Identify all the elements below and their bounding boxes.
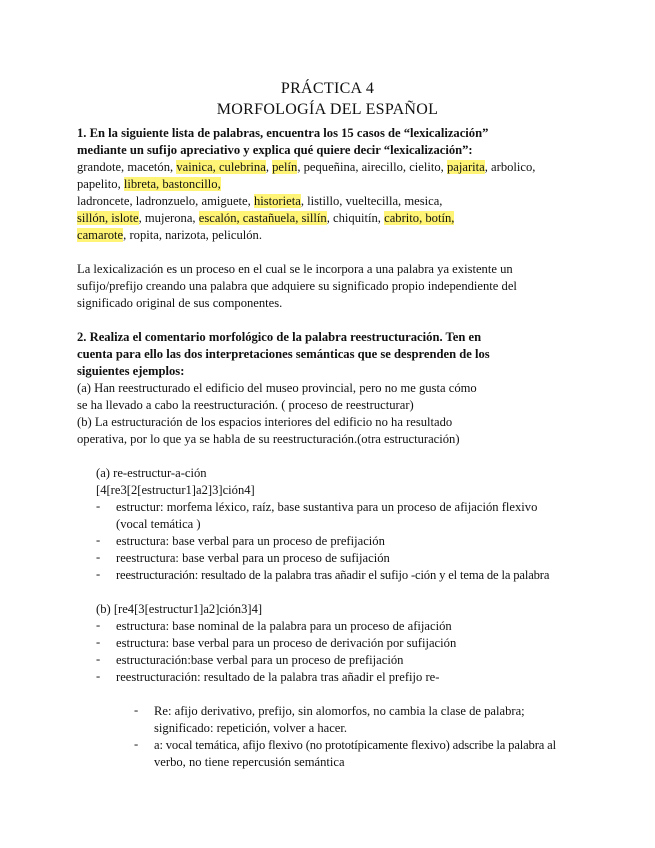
highlighted-word: cabrito, botín, (384, 211, 455, 225)
word-text: grandote, macetón, (77, 160, 177, 174)
note-line-continuation: verbo, no tiene repercusión semántica (154, 755, 345, 769)
highlighted-word: escalón, castañuela, sillín (198, 211, 327, 225)
bullet-dash: - (96, 567, 101, 581)
example-line-3: (b) La estructuración de los espacios interiores del edificio no ha resultado (77, 415, 453, 429)
word-text: , chiquitín, (326, 211, 385, 225)
note-line: a: vocal temática, afijo flexivo (no prototípicamente flexivo) adscribe la palabra al (154, 738, 556, 752)
word-text: , (265, 160, 273, 174)
analysis-b-item: estructuración:base verbal para un proceso de prefijación (116, 653, 404, 667)
word-list-line-5 (77, 227, 262, 244)
analysis-a-label: (a) re-estructur-a-ción (96, 466, 207, 480)
analysis-a-item: reestructura: base verbal para un proceso de sufijación (116, 551, 390, 565)
q1-heading-line-2: mediante un sufijo apreciativo y explica qué quiere decir “lexicalización”: (77, 143, 473, 157)
highlighted-word: pelín (272, 160, 298, 174)
definition-line-2: sufijo/prefijo creando una palabra que adquiere su significado propio independiente del (77, 279, 517, 293)
q2-heading-line-1: 2. Realiza el comentario morfológico de la palabra reestructuración. Ten en (77, 330, 482, 344)
definition-line-1: La lexicalización es un proceso en el cual se le incorpora a una palabra ya existente un (77, 262, 513, 276)
bullet-dash: - (96, 669, 101, 683)
example-line-1: (a) Han reestructurado el edificio del museo provincial, pero no me gusta cómo (77, 381, 477, 395)
analysis-b-item: estructura: base verbal para un proceso de derivación por sufijación (116, 636, 457, 650)
word-text: , arbolico, (484, 160, 536, 174)
highlighted-word: pajarita (446, 160, 485, 174)
word-text: , mujerona, (138, 211, 199, 225)
bullet-dash: - (96, 499, 101, 513)
highlighted-word: camarote (77, 228, 124, 242)
analysis-a-item-continuation: (vocal temática ) (116, 517, 201, 531)
example-line-2: se ha llevado a cabo la reestructuración. ( proceso de reestructurar) (77, 398, 414, 412)
highlighted-word: sillón, islote (77, 211, 139, 225)
bullet-dash: - (96, 618, 101, 632)
highlighted-word: libreta, bastoncillo, (123, 177, 221, 191)
analysis-b-label: (b) [re4[3[estructur1]a2]ción3]4] (96, 602, 263, 616)
bullet-dash: - (134, 703, 139, 717)
document-subtitle: MORFOLOGÍA DEL ESPAÑOL (216, 101, 439, 118)
note-line: Re: afijo derivativo, prefijo, sin alomorfos, no cambia la clase de palabra; (154, 704, 525, 718)
word-text: ladroncete, ladronzuelo, amiguete, (77, 194, 254, 208)
example-line-4: operativa, por lo que ya se habla de su reestructuración.(otra estructuración) (77, 432, 460, 446)
word-text: , pequeñina, airecillo, cielito, (297, 160, 447, 174)
highlighted-word: historieta (253, 194, 301, 208)
bullet-dash: - (96, 550, 101, 564)
analysis-b-item: reestructuración: resultado de la palabra tras añadir el prefijo re- (116, 670, 440, 684)
bullet-dash: - (96, 652, 101, 666)
word-list-line-1 (77, 159, 535, 176)
word-list-line-2 (77, 176, 221, 193)
word-text: papelito, (77, 177, 124, 191)
word-list-line-3 (77, 193, 442, 210)
document-title: PRÁCTICA 4 (280, 80, 375, 97)
q1-heading-line-1: 1. En la siguiente lista de palabras, encuentra los 15 casos de “lexicalización” (77, 126, 489, 140)
analysis-a-item: estructura: base verbal para un proceso de prefijación (116, 534, 385, 548)
q2-heading-line-2: cuenta para ello las dos interpretaciones semánticas que se desprenden de los (77, 347, 490, 361)
word-text: , ropita, narizota, peliculón. (123, 228, 262, 242)
definition-line-3: significado original de sus componentes. (77, 296, 283, 310)
analysis-a-bracketing: [4[re3[2[estructur1]a2]3]ción4] (96, 483, 255, 497)
word-text: , listillo, vueltecilla, mesica, (300, 194, 443, 208)
q2-heading-line-3: siguientes ejemplos: (77, 364, 185, 378)
highlighted-word: vainica, culebrina (176, 160, 266, 174)
bullet-dash: - (134, 737, 139, 751)
analysis-a-item: estructur: morfema léxico, raíz, base sustantiva para un proceso de afijación flexivo (116, 500, 538, 514)
analysis-b-item: estructura: base nominal de la palabra para un proceso de afijación (116, 619, 452, 633)
note-line-continuation: significado: repetición, volver a hacer. (154, 721, 348, 735)
analysis-a-item: reestructuración: resultado de la palabra tras añadir el sufijo -ción y el tema de la palabra (116, 568, 550, 582)
word-list-line-4 (77, 210, 454, 227)
bullet-dash: - (96, 635, 101, 649)
bullet-dash: - (96, 533, 101, 547)
